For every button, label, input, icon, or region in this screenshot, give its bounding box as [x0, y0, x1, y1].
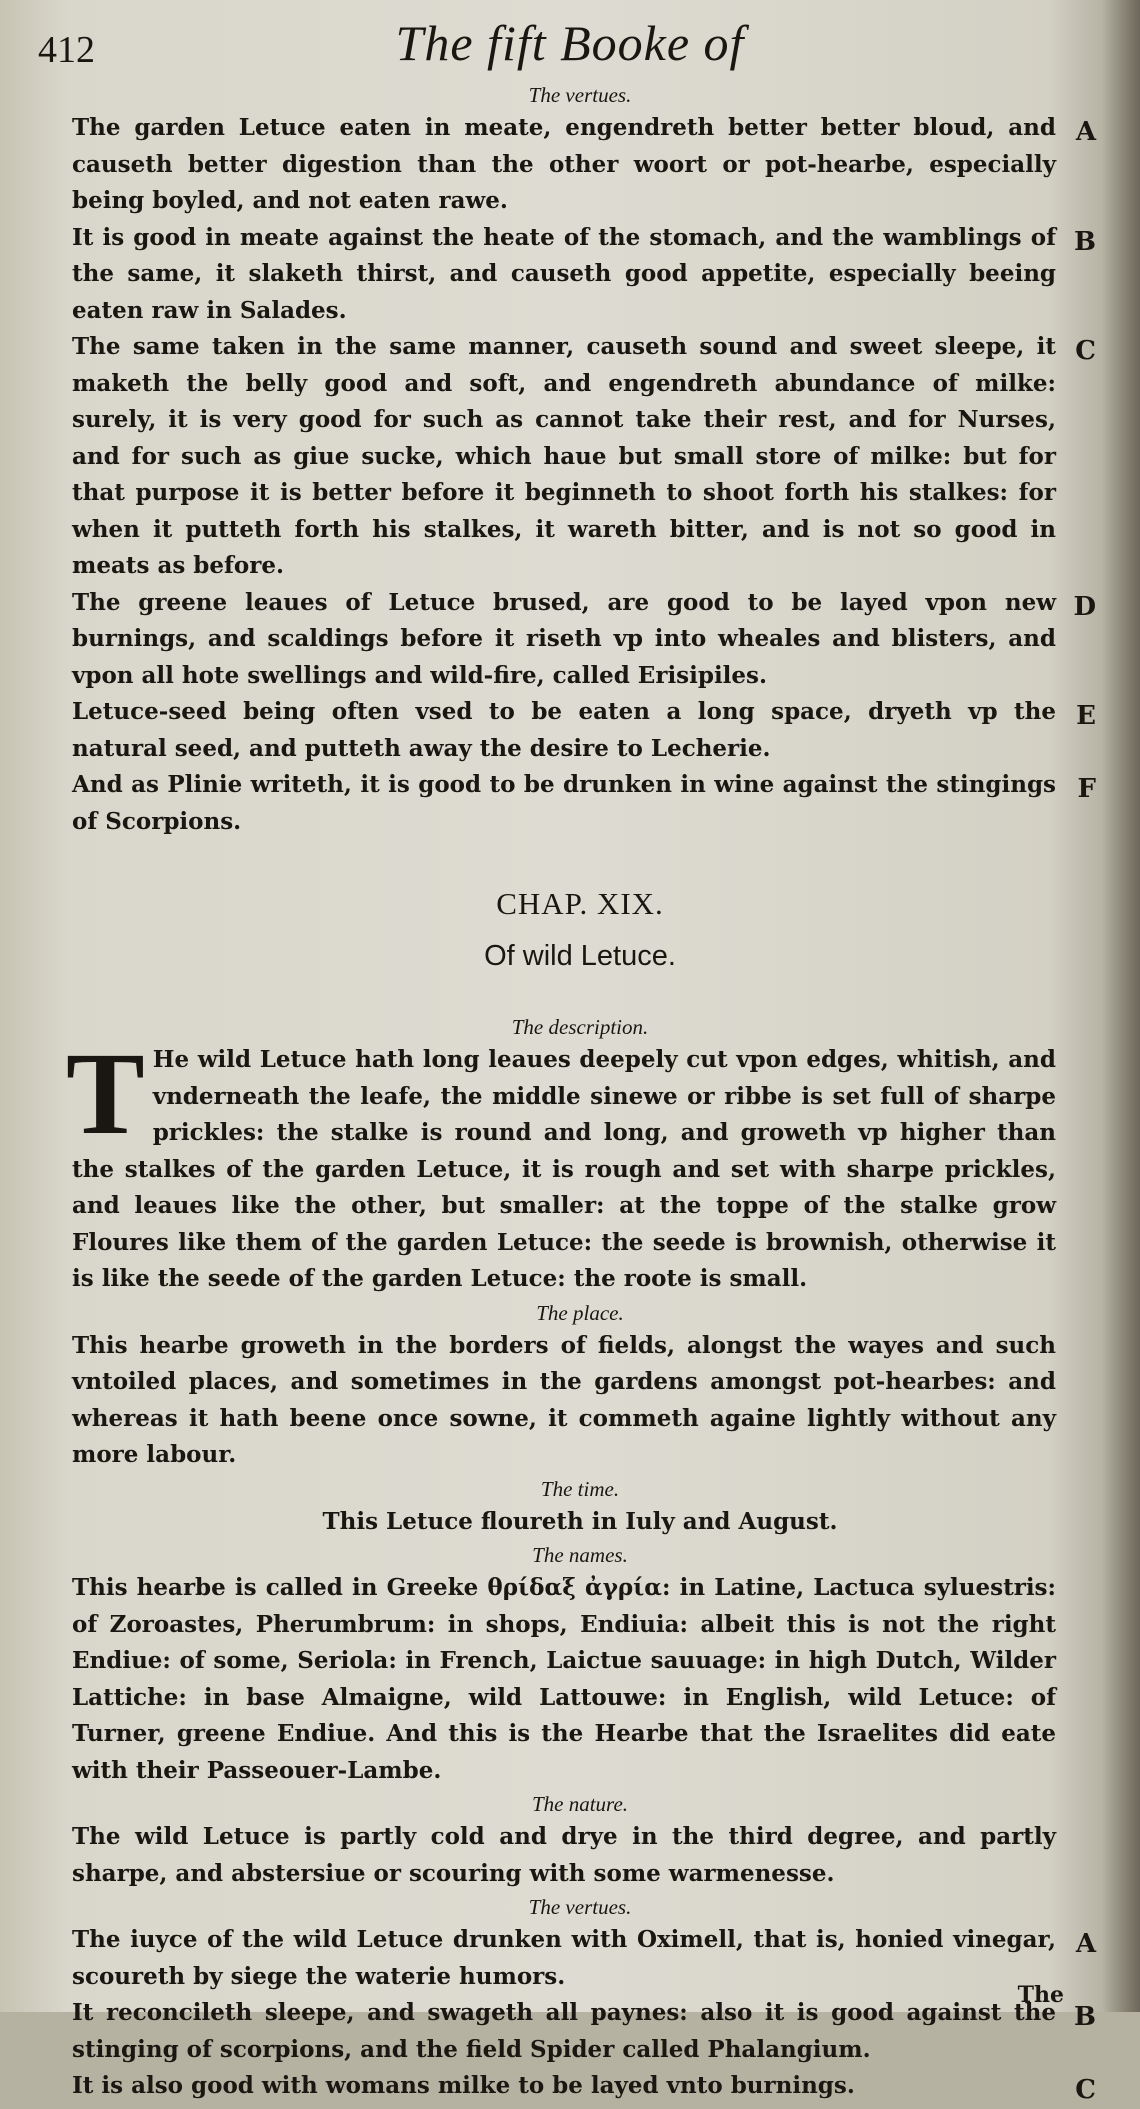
page-body [66, 80, 1096, 2105]
chapter-number: CHAP. XIX. [496, 886, 664, 921]
names-paragraph: This hearbe is called in Greeke θρίδαξ ἀγρία: in Latine, Lactuca syluestris: of Zoroastes, Pherumbrum: in shops, Endiuia: albeit this is not the right Endiue: of some, Seriola: in French, Laictue sauuage: in high Dutch, Wilder Lattiche: in base Almaigne, wild Lattouwe: in English, wild Letuce: of Turner, greene Endiue. And this is the Hearbe that the Israelites did eate with their Passeouer-Lambe. [72, 1574, 1056, 1784]
margin-letter: A [1075, 1929, 1096, 1959]
nature-paragraph: The wild Letuce is partly cold and drye in the third degree, and partly sharpe, and abstersiue or scouring with some warmenesse. [72, 1823, 1056, 1887]
section-heading-description: The description. [511, 1015, 649, 1039]
paragraph: It reconcileth sleepe, and swageth all paynes: also it is good against the stinging of scorpions, and the field Spider called Phalangium. B [72, 1999, 1096, 2063]
paragraph: The garden Letuce eaten in meate, engendreth better better bloud, and causeth better digestion than the other woort or pot-hearbe, especially being boyled, and not eaten rawe. A [72, 114, 1096, 214]
paragraph: The greene leaues of Letuce brused, are good to be layed vpon new burnings, and scaldings before it riseth vp into wheales and blisters, and vpon all hote swellings and wild-fire, called Erisipiles. D [72, 588, 1096, 689]
paragraph: The iuyce of the wild Letuce drunken with Oximell, that is, honied vinegar, scoureth by siege the waterie humors. A [72, 1926, 1096, 1990]
paragraph: Letuce-seed being often vsed to be eaten a long space, dryeth vp the natural seed, and putteth away the desire to Lecherie. E [72, 698, 1096, 762]
section-heading-nature: The nature. [531, 1792, 629, 1816]
description-paragraph: T He wild Letuce hath long leaues deepely cut vpon edges, whitish, and vnderneath the leafe, the middle sinewe or ribbe is set full of sharpe prickles: the stalke is round and long, and groweth vp higher than the stalkes of the garden Letuce, it is rough and set with sharpe prickles, and leaues like the other, but smaller: at the toppe of the stalke grow Floures like them of the garden Letuce: the seede is brownish, otherwise it is like the seede of the garden Letuce: the roote is small. [66, 1028, 1056, 1292]
margin-letter: B [1074, 226, 1096, 257]
margin-letter: E [1076, 701, 1096, 731]
section-heading-names: The names. [532, 1543, 628, 1567]
margin-letter: B [1074, 2002, 1096, 2032]
section-heading-time: The time. [540, 1476, 620, 1501]
paragraph: And as Plinie writeth, it is good to be drunken in wine against the stingings of Scorpions. F [72, 771, 1096, 835]
margin-letter: A [1075, 117, 1096, 147]
catchword: The [1017, 1982, 1064, 2008]
paragraph: The same taken in the same manner, causeth sound and sweet sleepe, it maketh the belly good and soft, and engendreth abundance of milke: surely, it is very good for such as cannot take their rest, and for Nurses, and for such as giue sucke, which haue but small store of milke: but for that purpose it is better before it beginneth to shoot forth his stalkes: for when it putteth forth his stalkes, it wareth bitter, and is not so good in meats as before. C [72, 333, 1096, 579]
margin-letter: D [1073, 591, 1096, 622]
page-number: 412 [38, 29, 95, 71]
margin-letter: C [1075, 2075, 1096, 2105]
paragraph: It is also good with womans milke to be layed vnto burnings. C [72, 2068, 1088, 2105]
gutter-shadow [1102, 0, 1140, 2012]
section-heading-place: The place. [536, 1300, 624, 1325]
drop-cap: T [66, 1028, 145, 1159]
chapter-title: Of wild Letuce. [484, 940, 676, 972]
section-heading-vertues: The vertues. [528, 83, 632, 107]
margin-letter: C [1075, 336, 1096, 366]
running-title: The fift Booke of [395, 15, 745, 71]
place-paragraph: This hearbe groweth in the borders of fields, alongst the wayes and such vntoiled places, and sometimes in the gardens amongst pot-hearbes: and whereas it hath beene once sowne, it commeth againe lightly without any more labour. [72, 1331, 1056, 1468]
time-paragraph: This Letuce floureth in Iuly and August. [322, 1507, 838, 1535]
paragraph: It is good in meate against the heate of the stomach, and the wamblings of the same, it slaketh thirst, and causeth good appetite, especially beeing eaten raw in Salades. B [72, 223, 1096, 324]
margin-letter: F [1077, 774, 1096, 804]
section-heading-vertues-2: The vertues. [528, 1895, 632, 1919]
